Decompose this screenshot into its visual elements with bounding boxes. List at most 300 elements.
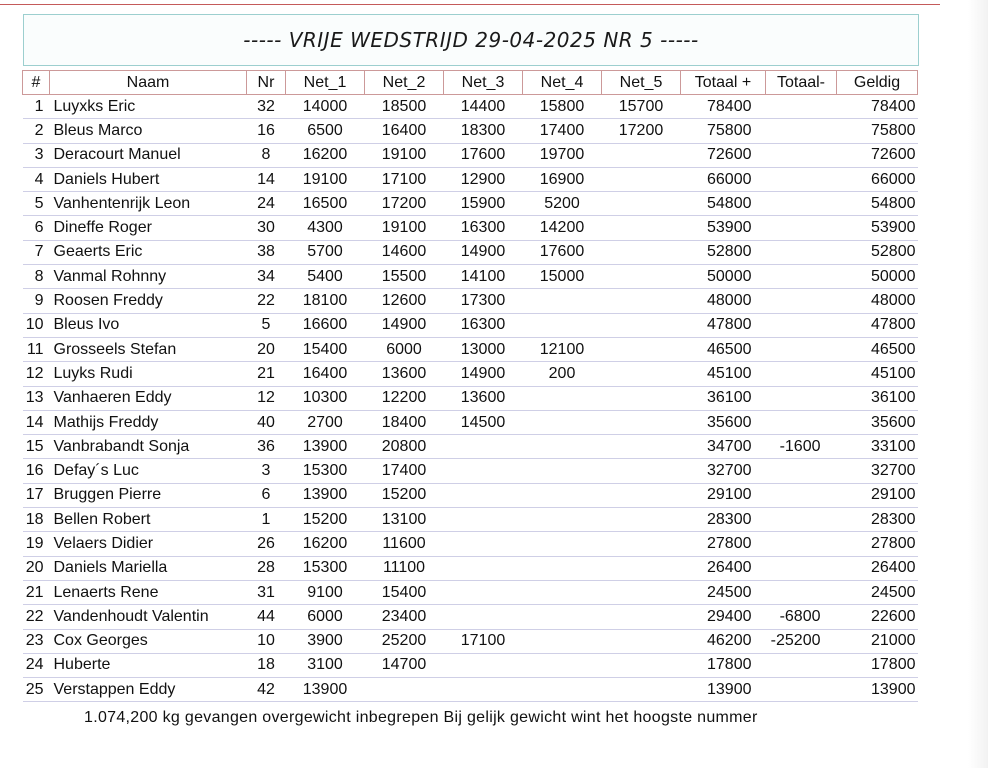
cell-totaal-min: [766, 459, 837, 483]
cell-net4: [523, 410, 602, 434]
cell-nr: 16: [247, 119, 286, 143]
cell-net5: 15700: [602, 95, 681, 119]
cell-net2: [365, 678, 444, 702]
cell-naam: Bruggen Pierre: [50, 483, 247, 507]
cell-naam: Deracourt Manuel: [50, 143, 247, 167]
cell-totaal-min: [766, 95, 837, 119]
cell-net4: [523, 386, 602, 410]
cell-net3: 14100: [444, 265, 523, 289]
cell-net4: 15800: [523, 95, 602, 119]
cell-net4: 15000: [523, 265, 602, 289]
cell-totaal-plus: 52800: [681, 240, 766, 264]
cell-totaal-plus: 72600: [681, 143, 766, 167]
cell-nr: 12: [247, 386, 286, 410]
cell-net1: 16400: [286, 362, 365, 386]
cell-nr: 6: [247, 483, 286, 507]
cell-net3: [444, 532, 523, 556]
cell-net3: [444, 653, 523, 677]
cell-rank: 23: [23, 629, 50, 653]
cell-totaal-min: [766, 580, 837, 604]
cell-rank: 22: [23, 605, 50, 629]
cell-geldig: 47800: [837, 313, 918, 337]
cell-net5: [602, 143, 681, 167]
cell-totaal-plus: 24500: [681, 580, 766, 604]
cell-nr: 1: [247, 508, 286, 532]
cell-net5: [602, 410, 681, 434]
col-header-net2: Net_2: [365, 71, 444, 95]
cell-rank: 6: [23, 216, 50, 240]
cell-totaal-plus: 27800: [681, 532, 766, 556]
cell-naam: Lenaerts Rene: [50, 580, 247, 604]
cell-rank: 10: [23, 313, 50, 337]
cell-rank: 7: [23, 240, 50, 264]
cell-totaal-plus: 29400: [681, 605, 766, 629]
cell-net2: 25200: [365, 629, 444, 653]
cell-net1: 3100: [286, 653, 365, 677]
cell-nr: 24: [247, 192, 286, 216]
cell-net4: 200: [523, 362, 602, 386]
cell-net1: 13900: [286, 483, 365, 507]
table-row: [23, 337, 918, 361]
cell-net2: 14900: [365, 313, 444, 337]
cell-net2: 15500: [365, 265, 444, 289]
cell-totaal-plus: 32700: [681, 459, 766, 483]
cell-geldig: 72600: [837, 143, 918, 167]
cell-net2: 13100: [365, 508, 444, 532]
cell-rank: 19: [23, 532, 50, 556]
cell-totaal-plus: 35600: [681, 410, 766, 434]
table-row: [23, 410, 918, 434]
cell-net5: 17200: [602, 119, 681, 143]
cell-totaal-min: [766, 362, 837, 386]
table-row: [23, 289, 918, 313]
cell-totaal-plus: 36100: [681, 386, 766, 410]
cell-net3: 12900: [444, 167, 523, 191]
cell-net3: [444, 508, 523, 532]
cell-geldig: 33100: [837, 435, 918, 459]
cell-totaal-plus: 28300: [681, 508, 766, 532]
cell-rank: 21: [23, 580, 50, 604]
cell-totaal-plus: 78400: [681, 95, 766, 119]
cell-net1: 5400: [286, 265, 365, 289]
cell-net2: 23400: [365, 605, 444, 629]
cell-rank: 25: [23, 678, 50, 702]
cell-net3: 17100: [444, 629, 523, 653]
col-header-naam: Naam: [50, 71, 247, 95]
table-row: [23, 95, 918, 119]
cell-nr: 22: [247, 289, 286, 313]
cell-net1: 14000: [286, 95, 365, 119]
cell-net2: 15200: [365, 483, 444, 507]
cell-totaal-min: [766, 386, 837, 410]
cell-nr: 34: [247, 265, 286, 289]
table-row: [23, 459, 918, 483]
cell-net4: [523, 653, 602, 677]
cell-net2: 15400: [365, 580, 444, 604]
cell-net3: 13000: [444, 337, 523, 361]
cell-geldig: 24500: [837, 580, 918, 604]
cell-rank: 17: [23, 483, 50, 507]
cell-totaal-plus: 53900: [681, 216, 766, 240]
cell-net5: [602, 629, 681, 653]
table-row: [23, 580, 918, 604]
cell-rank: 20: [23, 556, 50, 580]
cell-net4: [523, 605, 602, 629]
cell-naam: Bleus Ivo: [50, 313, 247, 337]
cell-net5: [602, 216, 681, 240]
cell-nr: 5: [247, 313, 286, 337]
cell-net4: 5200: [523, 192, 602, 216]
cell-naam: Bleus Marco: [50, 119, 247, 143]
cell-net1: 13900: [286, 678, 365, 702]
cell-geldig: 32700: [837, 459, 918, 483]
cell-net5: [602, 653, 681, 677]
cell-net4: [523, 313, 602, 337]
cell-net1: 6500: [286, 119, 365, 143]
cell-naam: Daniels Mariella: [50, 556, 247, 580]
cell-naam: Cox Georges: [50, 629, 247, 653]
cell-net5: [602, 605, 681, 629]
page-edge: [968, 0, 988, 768]
cell-geldig: 27800: [837, 532, 918, 556]
cell-net3: 14900: [444, 240, 523, 264]
cell-net3: 13600: [444, 386, 523, 410]
cell-net2: 20800: [365, 435, 444, 459]
cell-nr: 10: [247, 629, 286, 653]
cell-geldig: 36100: [837, 386, 918, 410]
cell-net5: [602, 459, 681, 483]
cell-net1: 16600: [286, 313, 365, 337]
cell-naam: Defay´s Luc: [50, 459, 247, 483]
cell-nr: 36: [247, 435, 286, 459]
cell-net4: [523, 483, 602, 507]
cell-net4: [523, 678, 602, 702]
cell-net5: [602, 580, 681, 604]
cell-rank: 24: [23, 653, 50, 677]
table-row: [23, 678, 918, 702]
cell-totaal-min: [766, 653, 837, 677]
cell-geldig: 52800: [837, 240, 918, 264]
cell-net2: 18500: [365, 95, 444, 119]
cell-rank: 5: [23, 192, 50, 216]
cell-nr: 42: [247, 678, 286, 702]
cell-totaal-min: [766, 337, 837, 361]
cell-nr: 14: [247, 167, 286, 191]
cell-net2: 18400: [365, 410, 444, 434]
cell-rank: 1: [23, 95, 50, 119]
cell-naam: Vanhaeren Eddy: [50, 386, 247, 410]
cell-net1: 15200: [286, 508, 365, 532]
cell-net5: [602, 532, 681, 556]
title-box: [23, 14, 919, 66]
cell-nr: 26: [247, 532, 286, 556]
cell-naam: Vanbrabandt Sonja: [50, 435, 247, 459]
table-row: [23, 532, 918, 556]
col-header-totaal-plus: Totaal +: [681, 71, 766, 95]
cell-net4: 12100: [523, 337, 602, 361]
cell-net2: 17200: [365, 192, 444, 216]
cell-totaal-plus: 45100: [681, 362, 766, 386]
cell-nr: 32: [247, 95, 286, 119]
page-title: ----- VRIJE WEDSTRIJD 29-04-2025 NR 5 -----: [243, 28, 699, 52]
cell-totaal-plus: 26400: [681, 556, 766, 580]
cell-rank: 18: [23, 508, 50, 532]
cell-net4: [523, 532, 602, 556]
cell-net2: 17400: [365, 459, 444, 483]
cell-totaal-min: [766, 678, 837, 702]
cell-net5: [602, 362, 681, 386]
cell-rank: 13: [23, 386, 50, 410]
cell-geldig: 17800: [837, 653, 918, 677]
cell-net5: [602, 289, 681, 313]
cell-net3: 17600: [444, 143, 523, 167]
cell-totaal-plus: 46500: [681, 337, 766, 361]
cell-net2: 19100: [365, 216, 444, 240]
cell-naam: Grosseels Stefan: [50, 337, 247, 361]
col-header-geldig: Geldig: [837, 71, 918, 95]
table-row: [23, 362, 918, 386]
cell-totaal-plus: 48000: [681, 289, 766, 313]
cell-totaal-min: [766, 265, 837, 289]
cell-net1: 18100: [286, 289, 365, 313]
cell-totaal-min: [766, 167, 837, 191]
cell-net3: 16300: [444, 216, 523, 240]
cell-net5: [602, 435, 681, 459]
table-row: [23, 556, 918, 580]
col-header-rank: #: [23, 71, 50, 95]
header-row: [23, 71, 918, 95]
cell-net4: 17600: [523, 240, 602, 264]
cell-net3: 14400: [444, 95, 523, 119]
table-row: [23, 435, 918, 459]
cell-net5: [602, 386, 681, 410]
cell-geldig: 13900: [837, 678, 918, 702]
cell-net1: 6000: [286, 605, 365, 629]
cell-geldig: 78400: [837, 95, 918, 119]
cell-net3: 14500: [444, 410, 523, 434]
cell-totaal-min: [766, 240, 837, 264]
table-row: [23, 143, 918, 167]
cell-totaal-plus: 29100: [681, 483, 766, 507]
cell-naam: Vanmal Rohnny: [50, 265, 247, 289]
cell-totaal-plus: 47800: [681, 313, 766, 337]
cell-naam: Huberte: [50, 653, 247, 677]
cell-naam: Velaers Didier: [50, 532, 247, 556]
table-row: [23, 483, 918, 507]
cell-naam: Mathijs Freddy: [50, 410, 247, 434]
cell-net4: [523, 629, 602, 653]
cell-net3: 17300: [444, 289, 523, 313]
cell-net2: 13600: [365, 362, 444, 386]
cell-naam: Daniels Hubert: [50, 167, 247, 191]
table-row: [23, 653, 918, 677]
cell-rank: 2: [23, 119, 50, 143]
cell-net1: 16500: [286, 192, 365, 216]
cell-net1: 15400: [286, 337, 365, 361]
cell-net3: [444, 435, 523, 459]
cell-net2: 14600: [365, 240, 444, 264]
table-body: [23, 95, 918, 702]
cell-nr: 31: [247, 580, 286, 604]
table-row: [23, 508, 918, 532]
cell-net4: 17400: [523, 119, 602, 143]
cell-net1: 15300: [286, 459, 365, 483]
table-row: [23, 313, 918, 337]
cell-net1: 4300: [286, 216, 365, 240]
cell-rank: 16: [23, 459, 50, 483]
cell-nr: 28: [247, 556, 286, 580]
table-row: [23, 216, 918, 240]
cell-net5: [602, 240, 681, 264]
cell-rank: 4: [23, 167, 50, 191]
cell-totaal-min: [766, 556, 837, 580]
cell-naam: Luyks Rudi: [50, 362, 247, 386]
cell-naam: Luyxks Eric: [50, 95, 247, 119]
cell-rank: 15: [23, 435, 50, 459]
cell-geldig: 50000: [837, 265, 918, 289]
cell-totaal-min: [766, 192, 837, 216]
cell-nr: 40: [247, 410, 286, 434]
cell-net5: [602, 265, 681, 289]
cell-geldig: 45100: [837, 362, 918, 386]
cell-rank: 12: [23, 362, 50, 386]
cell-nr: 21: [247, 362, 286, 386]
cell-totaal-min: -1600: [766, 435, 837, 459]
cell-net2: 12200: [365, 386, 444, 410]
cell-naam: Geaerts Eric: [50, 240, 247, 264]
cell-geldig: 26400: [837, 556, 918, 580]
cell-net4: [523, 508, 602, 532]
col-header-net1: Net_1: [286, 71, 365, 95]
cell-geldig: 66000: [837, 167, 918, 191]
table-row: [23, 119, 918, 143]
cell-totaal-plus: 75800: [681, 119, 766, 143]
table-row: [23, 265, 918, 289]
cell-geldig: 75800: [837, 119, 918, 143]
cell-totaal-plus: 54800: [681, 192, 766, 216]
cell-net4: [523, 289, 602, 313]
cell-geldig: 22600: [837, 605, 918, 629]
cell-totaal-min: -6800: [766, 605, 837, 629]
cell-totaal-plus: 34700: [681, 435, 766, 459]
cell-geldig: 29100: [837, 483, 918, 507]
cell-net2: 11600: [365, 532, 444, 556]
cell-rank: 14: [23, 410, 50, 434]
cell-geldig: 53900: [837, 216, 918, 240]
cell-net3: [444, 605, 523, 629]
cell-totaal-plus: 13900: [681, 678, 766, 702]
cell-rank: 3: [23, 143, 50, 167]
cell-totaal-plus: 50000: [681, 265, 766, 289]
cell-nr: 8: [247, 143, 286, 167]
cell-net1: 19100: [286, 167, 365, 191]
cell-net3: 18300: [444, 119, 523, 143]
cell-nr: 3: [247, 459, 286, 483]
cell-net4: [523, 556, 602, 580]
cell-net5: [602, 167, 681, 191]
cell-totaal-min: [766, 143, 837, 167]
cell-nr: 38: [247, 240, 286, 264]
cell-net3: [444, 580, 523, 604]
cell-net5: [602, 678, 681, 702]
cell-naam: Vanhentenrijk Leon: [50, 192, 247, 216]
cell-net1: 9100: [286, 580, 365, 604]
cell-net1: 15300: [286, 556, 365, 580]
cell-net3: [444, 556, 523, 580]
cell-rank: 9: [23, 289, 50, 313]
cell-net3: [444, 678, 523, 702]
table-row: [23, 167, 918, 191]
cell-net3: 15900: [444, 192, 523, 216]
cell-net4: [523, 435, 602, 459]
results-table: [22, 70, 918, 702]
cell-net5: [602, 337, 681, 361]
cell-net3: 14900: [444, 362, 523, 386]
cell-totaal-min: [766, 410, 837, 434]
cell-totaal-plus: 66000: [681, 167, 766, 191]
col-header-totaal-min: Totaal-: [766, 71, 837, 95]
cell-geldig: 35600: [837, 410, 918, 434]
cell-net2: 6000: [365, 337, 444, 361]
cell-net4: [523, 580, 602, 604]
cell-net3: 16300: [444, 313, 523, 337]
cell-net2: 12600: [365, 289, 444, 313]
col-header-nr: Nr: [247, 71, 286, 95]
cell-net1: 2700: [286, 410, 365, 434]
table-row: [23, 605, 918, 629]
col-header-net5: Net_5: [602, 71, 681, 95]
cell-net4: 16900: [523, 167, 602, 191]
cell-nr: 44: [247, 605, 286, 629]
cell-totaal-min: [766, 532, 837, 556]
top-rule: [0, 4, 940, 5]
footer-note: 1.074,200 kg gevangen overgewicht inbegrepen Bij gelijk gewicht wint het hoogste nummer: [84, 709, 758, 726]
col-header-net3: Net_3: [444, 71, 523, 95]
cell-totaal-min: [766, 119, 837, 143]
cell-net1: 13900: [286, 435, 365, 459]
cell-net4: [523, 459, 602, 483]
cell-totaal-min: [766, 483, 837, 507]
cell-geldig: 21000: [837, 629, 918, 653]
cell-net1: 5700: [286, 240, 365, 264]
cell-nr: 20: [247, 337, 286, 361]
cell-nr: 30: [247, 216, 286, 240]
cell-net2: 17100: [365, 167, 444, 191]
cell-naam: Roosen Freddy: [50, 289, 247, 313]
cell-net5: [602, 313, 681, 337]
cell-net4: 14200: [523, 216, 602, 240]
cell-net1: 3900: [286, 629, 365, 653]
cell-net1: 16200: [286, 532, 365, 556]
cell-net1: 10300: [286, 386, 365, 410]
cell-nr: 18: [247, 653, 286, 677]
cell-net5: [602, 508, 681, 532]
table-row: [23, 386, 918, 410]
cell-net3: [444, 483, 523, 507]
cell-net2: 19100: [365, 143, 444, 167]
table-row: [23, 240, 918, 264]
table-row: [23, 629, 918, 653]
cell-net2: 16400: [365, 119, 444, 143]
cell-naam: Verstappen Eddy: [50, 678, 247, 702]
cell-geldig: 46500: [837, 337, 918, 361]
cell-naam: Bellen Robert: [50, 508, 247, 532]
cell-geldig: 28300: [837, 508, 918, 532]
cell-totaal-min: [766, 289, 837, 313]
cell-rank: 11: [23, 337, 50, 361]
cell-net5: [602, 483, 681, 507]
cell-totaal-min: -25200: [766, 629, 837, 653]
